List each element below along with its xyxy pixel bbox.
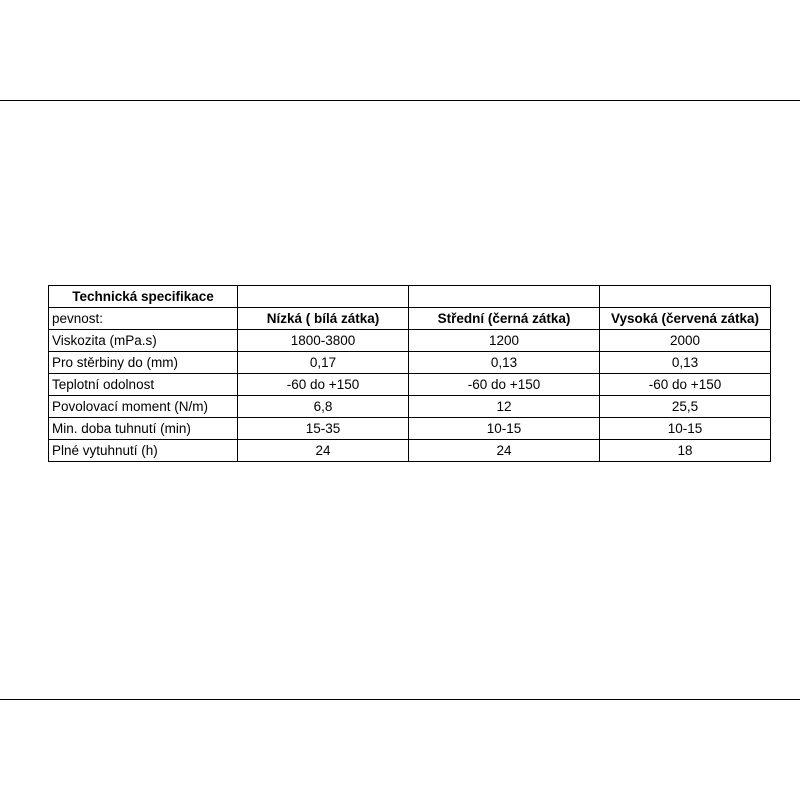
cell-value: 24 — [409, 440, 600, 462]
cell-value: 12 — [409, 396, 600, 418]
table-row — [49, 440, 771, 462]
table-row — [49, 352, 771, 374]
row-label: Min. doba tuhnutí (min) — [49, 418, 238, 440]
empty-cell — [600, 286, 771, 308]
cell-value: 0,17 — [238, 352, 409, 374]
table-row — [49, 418, 771, 440]
cell-value: 6,8 — [238, 396, 409, 418]
column-header-medium: Střední (černá zátka) — [409, 308, 600, 330]
cell-value: 0,13 — [409, 352, 600, 374]
row-label: Pro stěrbiny do (mm) — [49, 352, 238, 374]
cell-value: 15-35 — [238, 418, 409, 440]
cell-value: -60 do +150 — [600, 374, 771, 396]
empty-cell — [238, 286, 409, 308]
columns-label: pevnost: — [49, 308, 238, 330]
cell-value: 18 — [600, 440, 771, 462]
cell-value: 25,5 — [600, 396, 771, 418]
bottom-divider — [0, 699, 800, 700]
spec-table — [48, 285, 771, 462]
cell-value: 10-15 — [409, 418, 600, 440]
table-title-row — [49, 286, 771, 308]
column-header-low: Nízká ( bílá zátka) — [238, 308, 409, 330]
cell-value: 10-15 — [600, 418, 771, 440]
table-row — [49, 374, 771, 396]
cell-value: 24 — [238, 440, 409, 462]
empty-cell — [409, 286, 600, 308]
cell-value: 0,13 — [600, 352, 771, 374]
table-row — [49, 330, 771, 352]
top-divider — [0, 100, 800, 101]
row-label: Teplotní odolnost — [49, 374, 238, 396]
cell-value: -60 do +150 — [238, 374, 409, 396]
cell-value: 2000 — [600, 330, 771, 352]
column-header-high: Vysoká (červená zátka) — [600, 308, 771, 330]
cell-value: 1800-3800 — [238, 330, 409, 352]
table-row — [49, 396, 771, 418]
cell-value: -60 do +150 — [409, 374, 600, 396]
table-title: Technická specifikace — [49, 286, 238, 308]
cell-value: 1200 — [409, 330, 600, 352]
row-label: Plné vytuhnutí (h) — [49, 440, 238, 462]
table-header-row — [49, 308, 771, 330]
row-label: Viskozita (mPa.s) — [49, 330, 238, 352]
row-label: Povolovací moment (N/m) — [49, 396, 238, 418]
